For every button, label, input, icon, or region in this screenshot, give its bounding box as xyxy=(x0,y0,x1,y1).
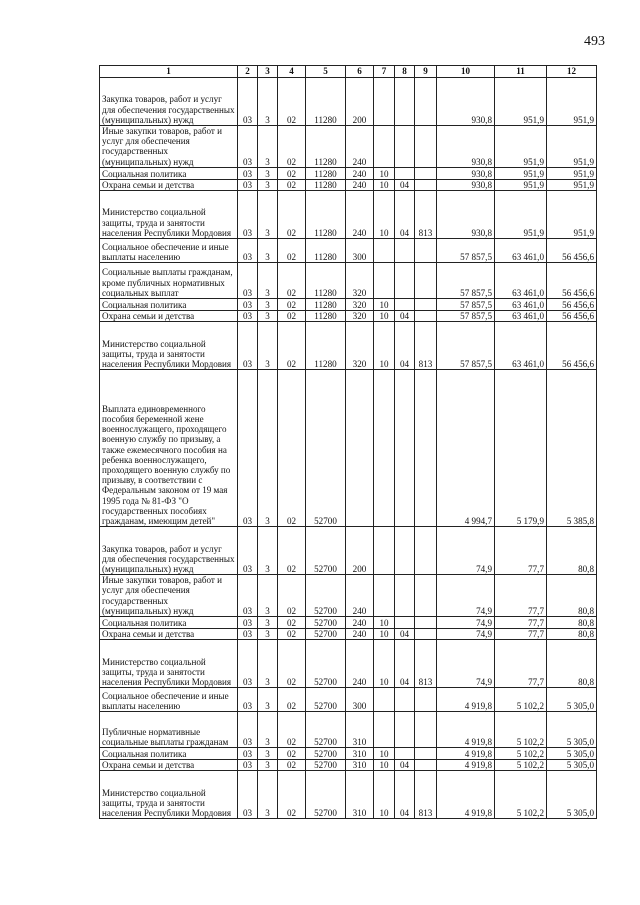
code-cell: 3 xyxy=(258,239,278,263)
column-header: 8 xyxy=(395,66,415,78)
code-cell xyxy=(415,748,437,760)
code-cell xyxy=(374,712,395,748)
code-cell xyxy=(346,370,374,527)
amount-cell: 5 305,0 xyxy=(547,748,597,760)
code-cell: 10 xyxy=(374,167,395,179)
code-cell: 02 xyxy=(278,617,306,629)
code-cell: 03 xyxy=(238,640,258,688)
amount-cell: 5 305,0 xyxy=(547,771,597,819)
code-cell: 52700 xyxy=(306,688,346,712)
table-row xyxy=(100,126,597,168)
code-cell: 300 xyxy=(346,239,374,263)
code-cell: 04 xyxy=(395,191,415,239)
amount-cell: 951,9 xyxy=(547,126,597,168)
code-cell: 10 xyxy=(374,322,395,370)
code-cell: 02 xyxy=(278,126,306,168)
code-cell xyxy=(415,263,437,299)
code-cell xyxy=(395,126,415,168)
amount-cell: 80,8 xyxy=(547,617,597,629)
row-name: Социальные выплаты гражданам, кроме публичных нормативных социальных выплат xyxy=(100,263,238,299)
code-cell: 03 xyxy=(238,575,258,617)
code-cell: 240 xyxy=(346,629,374,640)
code-cell: 52700 xyxy=(306,712,346,748)
code-cell: 10 xyxy=(374,760,395,771)
amount-cell: 80,8 xyxy=(547,629,597,640)
amount-cell: 74,9 xyxy=(437,617,495,629)
code-cell: 03 xyxy=(238,311,258,322)
code-cell: 03 xyxy=(238,263,258,299)
amount-cell: 930,8 xyxy=(437,179,495,190)
column-header: 9 xyxy=(415,66,437,78)
amount-cell: 74,9 xyxy=(437,527,495,575)
row-name: Министерство социальной защиты, труда и занятости населения Республики Мордовия xyxy=(100,191,238,239)
code-cell xyxy=(415,299,437,311)
amount-cell: 4 919,8 xyxy=(437,688,495,712)
code-cell: 03 xyxy=(238,322,258,370)
code-cell: 240 xyxy=(346,640,374,688)
code-cell: 3 xyxy=(258,179,278,190)
amount-cell: 5 102,2 xyxy=(495,771,547,819)
amount-cell: 951,9 xyxy=(495,167,547,179)
code-cell: 10 xyxy=(374,748,395,760)
code-cell xyxy=(415,126,437,168)
amount-cell: 80,8 xyxy=(547,640,597,688)
row-name: Министерство социальной защиты, труда и занятости населения Республики Мордовия xyxy=(100,640,238,688)
code-cell: 11280 xyxy=(306,191,346,239)
code-cell: 200 xyxy=(346,527,374,575)
table-header-row xyxy=(100,66,597,78)
code-cell: 03 xyxy=(238,299,258,311)
row-name: Социальная политика xyxy=(100,617,238,629)
row-name: Охрана семьи и детства xyxy=(100,311,238,322)
code-cell xyxy=(395,527,415,575)
amount-cell: 4 994,7 xyxy=(437,370,495,527)
code-cell: 03 xyxy=(238,748,258,760)
code-cell: 02 xyxy=(278,179,306,190)
table-row xyxy=(100,760,597,771)
code-cell: 04 xyxy=(395,179,415,190)
amount-cell: 57 857,5 xyxy=(437,263,495,299)
row-name: Закупка товаров, работ и услуг для обеспечения государственных (муниципальных) нужд xyxy=(100,78,238,126)
code-cell xyxy=(374,370,395,527)
code-cell xyxy=(374,527,395,575)
code-cell: 3 xyxy=(258,299,278,311)
code-cell xyxy=(374,575,395,617)
code-cell xyxy=(415,239,437,263)
code-cell: 320 xyxy=(346,299,374,311)
code-cell: 813 xyxy=(415,771,437,819)
code-cell: 11280 xyxy=(306,322,346,370)
amount-cell: 57 857,5 xyxy=(437,322,495,370)
code-cell: 813 xyxy=(415,322,437,370)
amount-cell: 951,9 xyxy=(495,126,547,168)
code-cell: 10 xyxy=(374,617,395,629)
amount-cell: 4 919,8 xyxy=(437,748,495,760)
amount-cell: 63 461,0 xyxy=(495,311,547,322)
column-header: 7 xyxy=(374,66,395,78)
amount-cell: 5 102,2 xyxy=(495,760,547,771)
code-cell: 813 xyxy=(415,191,437,239)
code-cell xyxy=(374,239,395,263)
amount-cell: 57 857,5 xyxy=(437,239,495,263)
amount-cell: 63 461,0 xyxy=(495,299,547,311)
table-row xyxy=(100,311,597,322)
amount-cell: 5 385,8 xyxy=(547,370,597,527)
amount-cell: 74,9 xyxy=(437,640,495,688)
code-cell: 02 xyxy=(278,322,306,370)
amount-cell: 57 857,5 xyxy=(437,299,495,311)
code-cell: 10 xyxy=(374,299,395,311)
code-cell xyxy=(374,78,395,126)
table-row xyxy=(100,179,597,190)
row-name: Социальное обеспечение и иные выплаты населению xyxy=(100,239,238,263)
code-cell xyxy=(415,370,437,527)
code-cell: 52700 xyxy=(306,617,346,629)
amount-cell: 63 461,0 xyxy=(495,322,547,370)
code-cell xyxy=(374,126,395,168)
amount-cell: 56 456,6 xyxy=(547,263,597,299)
budget-table xyxy=(99,65,597,819)
code-cell xyxy=(395,712,415,748)
row-name: Иные закупки товаров, работ и услуг для обеспечения государственных (муниципальных) нужд xyxy=(100,126,238,168)
code-cell: 3 xyxy=(258,575,278,617)
code-cell: 10 xyxy=(374,640,395,688)
code-cell: 02 xyxy=(278,78,306,126)
code-cell: 03 xyxy=(238,126,258,168)
code-cell: 240 xyxy=(346,126,374,168)
code-cell xyxy=(395,239,415,263)
code-cell: 03 xyxy=(238,771,258,819)
code-cell: 02 xyxy=(278,311,306,322)
amount-cell: 4 919,8 xyxy=(437,712,495,748)
code-cell: 300 xyxy=(346,688,374,712)
code-cell xyxy=(395,78,415,126)
code-cell: 10 xyxy=(374,311,395,322)
code-cell: 11280 xyxy=(306,299,346,311)
code-cell: 10 xyxy=(374,179,395,190)
code-cell xyxy=(395,575,415,617)
code-cell: 3 xyxy=(258,322,278,370)
amount-cell: 951,9 xyxy=(547,179,597,190)
code-cell: 3 xyxy=(258,527,278,575)
column-header: 11 xyxy=(495,66,547,78)
code-cell xyxy=(415,311,437,322)
code-cell: 52700 xyxy=(306,771,346,819)
table-row xyxy=(100,748,597,760)
row-name: Охрана семьи и детства xyxy=(100,179,238,190)
code-cell: 03 xyxy=(238,78,258,126)
code-cell xyxy=(374,688,395,712)
row-name: Социальное обеспечение и иные выплаты населению xyxy=(100,688,238,712)
row-name: Социальная политика xyxy=(100,167,238,179)
code-cell: 02 xyxy=(278,575,306,617)
code-cell: 04 xyxy=(395,760,415,771)
row-name: Публичные нормативные социальные выплаты гражданам xyxy=(100,712,238,748)
code-cell: 3 xyxy=(258,311,278,322)
amount-cell: 4 919,8 xyxy=(437,760,495,771)
code-cell: 3 xyxy=(258,640,278,688)
amount-cell: 63 461,0 xyxy=(495,263,547,299)
amount-cell: 5 102,2 xyxy=(495,688,547,712)
code-cell: 04 xyxy=(395,311,415,322)
column-header: 12 xyxy=(547,66,597,78)
code-cell xyxy=(415,617,437,629)
code-cell: 02 xyxy=(278,263,306,299)
code-cell xyxy=(395,370,415,527)
code-cell: 04 xyxy=(395,629,415,640)
amount-cell: 56 456,6 xyxy=(547,322,597,370)
code-cell: 240 xyxy=(346,179,374,190)
code-cell: 310 xyxy=(346,712,374,748)
column-header: 4 xyxy=(278,66,306,78)
code-cell xyxy=(395,617,415,629)
code-cell xyxy=(415,712,437,748)
table-row xyxy=(100,167,597,179)
amount-cell: 57 857,5 xyxy=(437,311,495,322)
code-cell: 52700 xyxy=(306,575,346,617)
table-row xyxy=(100,771,597,819)
code-cell: 3 xyxy=(258,126,278,168)
amount-cell: 80,8 xyxy=(547,575,597,617)
amount-cell: 56 456,6 xyxy=(547,311,597,322)
code-cell: 02 xyxy=(278,239,306,263)
code-cell xyxy=(415,179,437,190)
amount-cell: 5 305,0 xyxy=(547,712,597,748)
row-name: Выплата единовременного пособия беременной жене военнослужащего, проходящего военную службу по призыву, а также ежемесячного пособия на ребенка военнослужащего, проходящего военную службу по призыву, в соответствии с Федеральным законом от 19 мая 1995 года № 81-ФЗ "О государственных пособиях гражданам, имеющим детей" xyxy=(100,370,238,527)
code-cell: 11280 xyxy=(306,239,346,263)
table-row xyxy=(100,370,597,527)
code-cell: 52700 xyxy=(306,760,346,771)
code-cell: 3 xyxy=(258,167,278,179)
code-cell: 03 xyxy=(238,629,258,640)
code-cell: 04 xyxy=(395,640,415,688)
code-cell: 03 xyxy=(238,370,258,527)
code-cell: 03 xyxy=(238,239,258,263)
amount-cell: 951,9 xyxy=(495,78,547,126)
code-cell: 11280 xyxy=(306,263,346,299)
amount-cell: 5 102,2 xyxy=(495,748,547,760)
row-name: Министерство социальной защиты, труда и занятости населения Республики Мордовия xyxy=(100,771,238,819)
code-cell: 11280 xyxy=(306,78,346,126)
code-cell: 11280 xyxy=(306,167,346,179)
code-cell: 02 xyxy=(278,640,306,688)
column-header: 6 xyxy=(346,66,374,78)
code-cell xyxy=(415,167,437,179)
amount-cell: 930,8 xyxy=(437,78,495,126)
code-cell: 320 xyxy=(346,322,374,370)
code-cell: 310 xyxy=(346,771,374,819)
code-cell: 02 xyxy=(278,299,306,311)
code-cell: 10 xyxy=(374,771,395,819)
code-cell: 10 xyxy=(374,629,395,640)
row-name: Социальная политика xyxy=(100,299,238,311)
code-cell: 04 xyxy=(395,322,415,370)
code-cell: 11280 xyxy=(306,126,346,168)
code-cell xyxy=(395,263,415,299)
amount-cell: 951,9 xyxy=(495,191,547,239)
code-cell: 3 xyxy=(258,370,278,527)
code-cell: 200 xyxy=(346,78,374,126)
code-cell xyxy=(415,629,437,640)
code-cell: 03 xyxy=(238,688,258,712)
amount-cell: 77,7 xyxy=(495,575,547,617)
code-cell: 3 xyxy=(258,771,278,819)
code-cell: 02 xyxy=(278,527,306,575)
amount-cell: 951,9 xyxy=(547,191,597,239)
code-cell: 310 xyxy=(346,760,374,771)
code-cell xyxy=(395,748,415,760)
code-cell: 02 xyxy=(278,688,306,712)
table-row xyxy=(100,78,597,126)
table-row xyxy=(100,239,597,263)
amount-cell: 5 179,9 xyxy=(495,370,547,527)
code-cell xyxy=(374,263,395,299)
amount-cell: 77,7 xyxy=(495,640,547,688)
code-cell: 03 xyxy=(238,191,258,239)
code-cell: 320 xyxy=(346,311,374,322)
code-cell: 3 xyxy=(258,263,278,299)
column-header: 3 xyxy=(258,66,278,78)
table-row xyxy=(100,191,597,239)
amount-cell: 5 305,0 xyxy=(547,688,597,712)
amount-cell: 77,7 xyxy=(495,629,547,640)
amount-cell: 5 102,2 xyxy=(495,712,547,748)
column-header: 5 xyxy=(306,66,346,78)
code-cell xyxy=(415,78,437,126)
code-cell: 04 xyxy=(395,771,415,819)
code-cell: 10 xyxy=(374,191,395,239)
code-cell: 11280 xyxy=(306,311,346,322)
code-cell xyxy=(415,575,437,617)
amount-cell: 77,7 xyxy=(495,617,547,629)
code-cell: 240 xyxy=(346,575,374,617)
column-header: 10 xyxy=(437,66,495,78)
code-cell: 3 xyxy=(258,712,278,748)
table-row xyxy=(100,527,597,575)
code-cell: 3 xyxy=(258,688,278,712)
code-cell: 320 xyxy=(346,263,374,299)
code-cell: 52700 xyxy=(306,640,346,688)
row-name: Социальная политика xyxy=(100,748,238,760)
amount-cell: 930,8 xyxy=(437,167,495,179)
amount-cell: 77,7 xyxy=(495,527,547,575)
code-cell: 3 xyxy=(258,191,278,239)
code-cell: 02 xyxy=(278,748,306,760)
code-cell: 02 xyxy=(278,712,306,748)
column-header: 2 xyxy=(238,66,258,78)
amount-cell: 56 456,6 xyxy=(547,239,597,263)
row-name: Охрана семьи и детства xyxy=(100,629,238,640)
code-cell: 03 xyxy=(238,527,258,575)
code-cell: 03 xyxy=(238,712,258,748)
code-cell: 52700 xyxy=(306,748,346,760)
table-body xyxy=(100,78,597,819)
code-cell: 03 xyxy=(238,760,258,771)
amount-cell: 951,9 xyxy=(495,179,547,190)
code-cell xyxy=(415,527,437,575)
code-cell: 240 xyxy=(346,617,374,629)
code-cell: 02 xyxy=(278,167,306,179)
amount-cell: 74,9 xyxy=(437,575,495,617)
row-name: Охрана семьи и детства xyxy=(100,760,238,771)
amount-cell: 930,8 xyxy=(437,191,495,239)
code-cell: 02 xyxy=(278,629,306,640)
code-cell xyxy=(395,299,415,311)
amount-cell: 930,8 xyxy=(437,126,495,168)
code-cell: 52700 xyxy=(306,527,346,575)
code-cell: 02 xyxy=(278,760,306,771)
code-cell: 3 xyxy=(258,629,278,640)
code-cell xyxy=(395,688,415,712)
table-row xyxy=(100,575,597,617)
code-cell: 3 xyxy=(258,617,278,629)
amount-cell: 5 305,0 xyxy=(547,760,597,771)
code-cell: 03 xyxy=(238,617,258,629)
row-name: Иные закупки товаров, работ и услуг для обеспечения государственных (муниципальных) нужд xyxy=(100,575,238,617)
table-row xyxy=(100,263,597,299)
code-cell: 11280 xyxy=(306,179,346,190)
code-cell: 240 xyxy=(346,191,374,239)
code-cell: 02 xyxy=(278,370,306,527)
amount-cell: 951,9 xyxy=(547,167,597,179)
code-cell: 813 xyxy=(415,640,437,688)
table-row xyxy=(100,629,597,640)
table-row xyxy=(100,640,597,688)
amount-cell: 56 456,6 xyxy=(547,299,597,311)
amount-cell: 951,9 xyxy=(547,78,597,126)
table-row xyxy=(100,322,597,370)
code-cell: 52700 xyxy=(306,629,346,640)
table-row xyxy=(100,712,597,748)
code-cell: 02 xyxy=(278,191,306,239)
code-cell xyxy=(415,688,437,712)
code-cell: 310 xyxy=(346,748,374,760)
amount-cell: 4 919,8 xyxy=(437,771,495,819)
row-name: Закупка товаров, работ и услуг для обеспечения государственных (муниципальных) нужд xyxy=(100,527,238,575)
code-cell: 02 xyxy=(278,771,306,819)
code-cell: 03 xyxy=(238,167,258,179)
code-cell: 3 xyxy=(258,760,278,771)
code-cell: 52700 xyxy=(306,370,346,527)
code-cell: 3 xyxy=(258,78,278,126)
table-row xyxy=(100,617,597,629)
code-cell: 03 xyxy=(238,179,258,190)
table-row xyxy=(100,688,597,712)
row-name: Министерство социальной защиты, труда и занятости населения Республики Мордовия xyxy=(100,322,238,370)
code-cell: 3 xyxy=(258,748,278,760)
amount-cell: 80,8 xyxy=(547,527,597,575)
amount-cell: 74,9 xyxy=(437,629,495,640)
table-row xyxy=(100,299,597,311)
code-cell xyxy=(395,167,415,179)
code-cell xyxy=(415,760,437,771)
page-number: 493 xyxy=(584,34,605,49)
amount-cell: 63 461,0 xyxy=(495,239,547,263)
code-cell: 240 xyxy=(346,167,374,179)
column-header: 1 xyxy=(100,66,238,78)
